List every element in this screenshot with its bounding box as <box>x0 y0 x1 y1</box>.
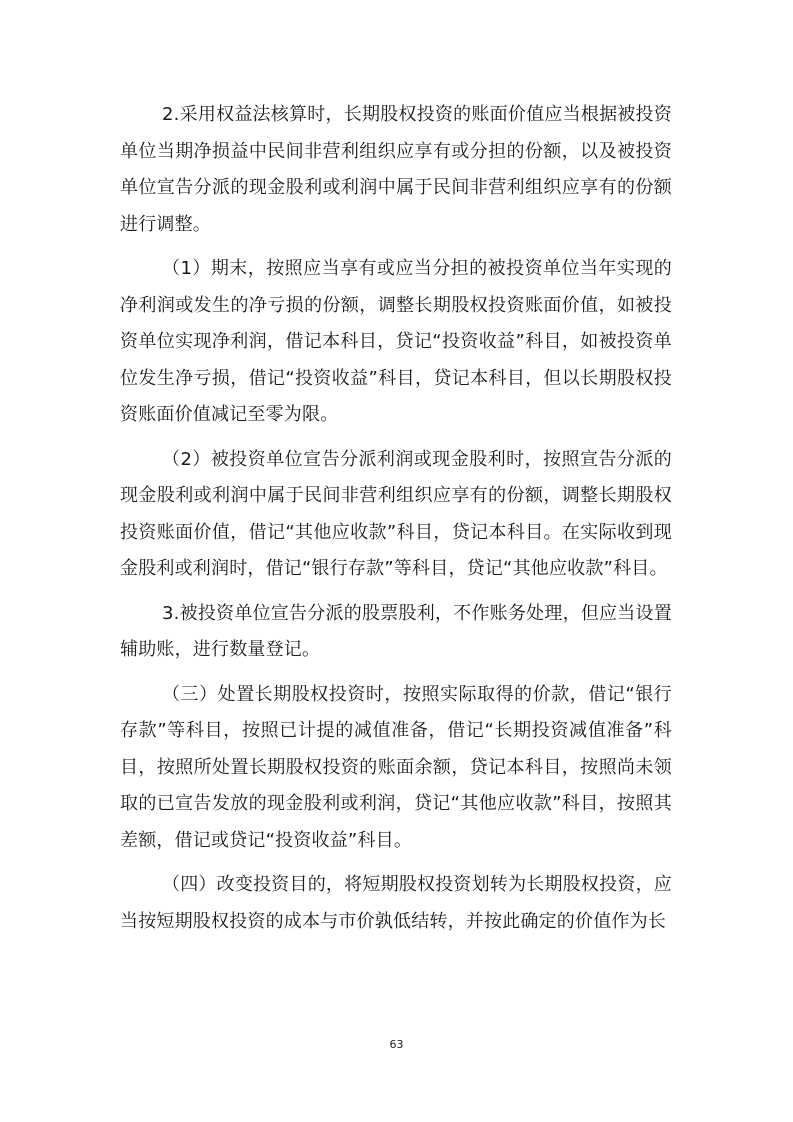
page-number: 63 <box>389 1038 404 1051</box>
paragraph-equity-method: 2.采用权益法核算时，长期股权投资的账面价值应当根据被投资单位当期净损益中民间非营利组织应享有或分担的份额，以及被投资单位宣告分派的现金股利或利润中属于民间非营利组织应享有的份额进行调整。 <box>120 104 672 235</box>
paragraph-dividend-declared: （2）被投资单位宣告分派利润或现金股利时，按照宣告分派的现金股利或利润中属于民间非营利组织应享有的份额，调整长期股权投资账面价值，借记“其他应收款”科目，贷记本科目。在实际收到现金股利或利润时，借记“银行存款”等科目，贷记“其他应收款”科目。 <box>120 448 672 579</box>
paragraph-period-end: （1）期末，按照应当享有或应当分担的被投资单位当年实现的净利润或发生的净亏损的份额，调整长期股权投资账面价值，如被投资单位实现净利润，借记本科目，贷记“投资收益”科目，如被投资单位发生净亏损，借记“投资收益”科目，贷记本科目，但以长期股权投资账面价值减记至零为限。 <box>120 258 672 425</box>
paragraph-stock-dividend: 3.被投资单位宣告分派的股票股利，不作账务处理，但应当设置辅助账，进行数量登记。 <box>120 602 672 660</box>
document-body <box>120 97 672 948</box>
paragraph-change-purpose: （四）改变投资目的，将短期股权投资划转为长期股权投资，应当按短期股权投资的成本与市价孰低结转，并按此确定的价值作为长 <box>120 874 672 932</box>
paragraph-disposal: （三）处置长期股权投资时，按照实际取得的价款，借记“银行存款”等科目，按照已计提的减值准备，借记“长期投资减值准备”科目，按照所处置长期股权投资的账面余额，贷记本科目，按照尚未领取的已宣告发放的现金股利或利润，贷记“其他应收款”科目，按照其差额，借记或贷记“投资收益”科目。 <box>120 683 672 851</box>
